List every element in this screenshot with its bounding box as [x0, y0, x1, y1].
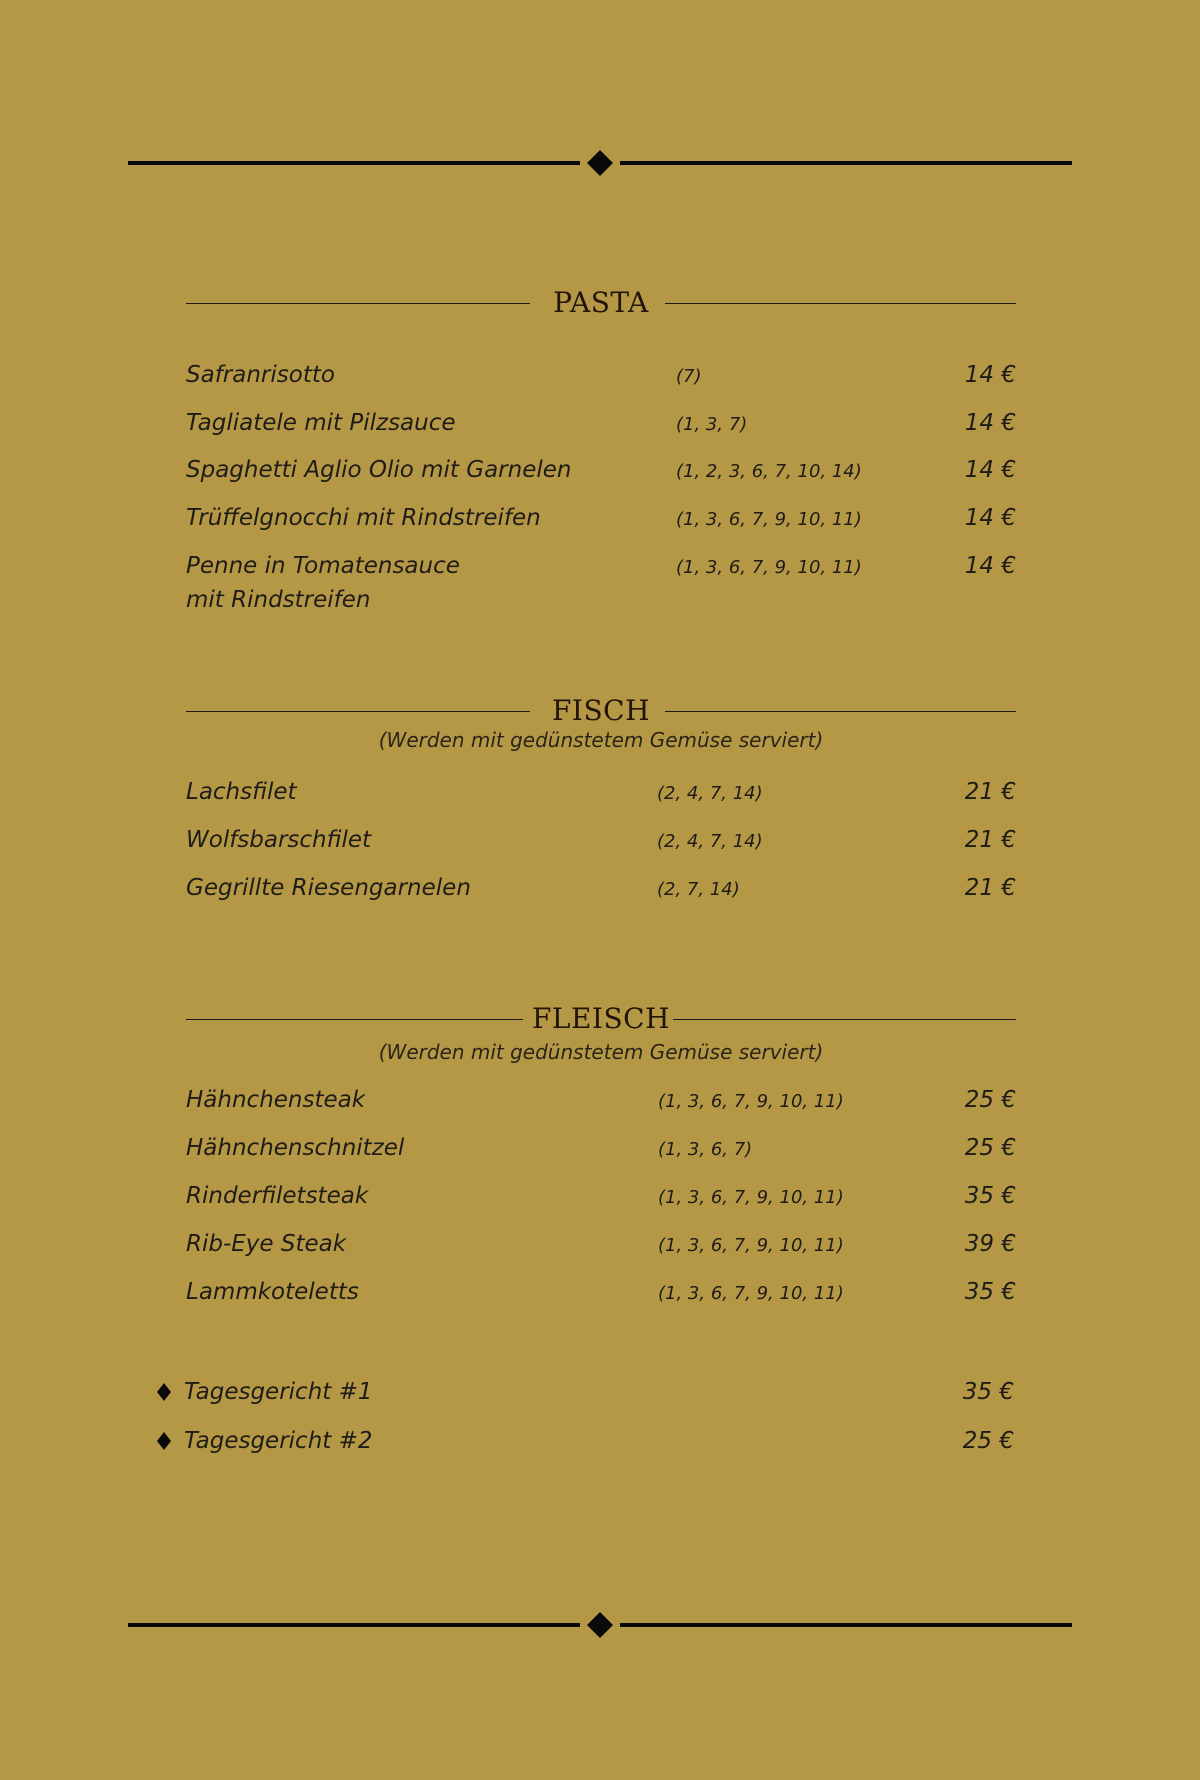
special-price: 25 €	[962, 1428, 1014, 1454]
menu-item	[186, 775, 1016, 809]
allergen-codes: (1, 3, 6, 7, 9, 10, 11)	[658, 1187, 844, 1208]
divider-line	[620, 1623, 1072, 1627]
fisch-heading	[186, 691, 1016, 731]
item-name: Tagliatele mit Pilzsauce	[186, 410, 456, 436]
allergen-codes: (2, 7, 14)	[657, 879, 740, 900]
divider-line	[128, 161, 580, 165]
diamond-icon	[587, 1612, 613, 1638]
item-name: Safranrisotto	[186, 362, 335, 388]
allergen-codes: (1, 3, 6, 7, 9, 10, 11)	[676, 509, 862, 530]
item-name: Lachsfilet	[186, 779, 297, 805]
menu-item	[186, 1131, 1016, 1165]
allergen-codes: (7)	[676, 366, 702, 387]
allergen-codes: (2, 4, 7, 14)	[657, 831, 763, 852]
divider-line	[620, 161, 1072, 165]
item-price: 14 €	[964, 505, 1016, 531]
item-name: Hähnchensteak	[186, 1087, 366, 1113]
special-price: 35 €	[962, 1379, 1014, 1405]
item-name-continued: mit Rindstreifen	[186, 587, 371, 613]
menu-item	[186, 1227, 1016, 1261]
special-name: Tagesgericht #1	[184, 1379, 373, 1405]
item-name: Rinderfiletsteak	[186, 1183, 369, 1209]
item-name: Trüffelgnocchi mit Rindstreifen	[186, 505, 541, 531]
allergen-codes: (1, 3, 6, 7)	[658, 1139, 753, 1160]
special-name: Tagesgericht #2	[184, 1428, 373, 1454]
diamond-bullet-icon	[156, 1431, 172, 1451]
menu-item	[186, 1083, 1016, 1117]
menu-item	[186, 358, 1016, 392]
divider-line	[128, 1623, 580, 1627]
menu-item	[186, 501, 1016, 535]
item-price: 21 €	[964, 779, 1016, 805]
item-price: 21 €	[964, 827, 1016, 853]
menu-item	[186, 406, 1016, 440]
menu-item	[186, 453, 1016, 487]
daily-special	[150, 1375, 1014, 1409]
section-title: FISCH	[551, 694, 650, 727]
top-ornament-divider	[128, 143, 1072, 183]
item-name: Wolfsbarschfilet	[186, 827, 372, 853]
menu-item	[186, 871, 1016, 905]
item-price: 35 €	[964, 1183, 1016, 1209]
item-name: Penne in Tomatensauce	[186, 553, 460, 579]
item-name: Hähnchenschnitzel	[186, 1135, 405, 1161]
menu-item	[186, 823, 1016, 857]
section-title: PASTA	[553, 286, 649, 319]
section-title: FLEISCH	[531, 1002, 671, 1035]
diamond-icon	[587, 150, 613, 176]
item-price: 39 €	[964, 1231, 1016, 1257]
allergen-codes: (1, 3, 6, 7, 9, 10, 11)	[658, 1283, 844, 1304]
bottom-ornament-divider	[128, 1605, 1072, 1645]
item-name: Gegrillte Riesengarnelen	[186, 875, 471, 901]
allergen-codes: (2, 4, 7, 14)	[657, 783, 763, 804]
allergen-codes: (1, 2, 3, 6, 7, 10, 14)	[676, 461, 862, 482]
item-name: Lammkoteletts	[186, 1279, 359, 1305]
item-price: 14 €	[964, 362, 1016, 388]
item-price: 14 €	[964, 553, 1016, 579]
item-price: 25 €	[964, 1087, 1016, 1113]
item-price: 25 €	[964, 1135, 1016, 1161]
item-name: Spaghetti Aglio Olio mit Garnelen	[186, 457, 572, 483]
fleisch-heading	[186, 999, 1016, 1039]
pasta-heading	[186, 283, 1016, 323]
allergen-codes: (1, 3, 6, 7, 9, 10, 11)	[658, 1091, 844, 1112]
item-price: 35 €	[964, 1279, 1016, 1305]
item-price: 14 €	[964, 410, 1016, 436]
menu-item	[186, 1275, 1016, 1309]
allergen-codes: (1, 3, 6, 7, 9, 10, 11)	[676, 557, 862, 578]
section-subtitle: (Werden mit gedünstetem Gemüse serviert)	[378, 1040, 824, 1064]
item-price: 21 €	[964, 875, 1016, 901]
menu-item	[186, 1179, 1016, 1213]
section-subtitle: (Werden mit gedünstetem Gemüse serviert)	[378, 728, 824, 752]
daily-special	[150, 1424, 1014, 1458]
allergen-codes: (1, 3, 6, 7, 9, 10, 11)	[658, 1235, 844, 1256]
item-price: 14 €	[964, 457, 1016, 483]
diamond-bullet-icon	[156, 1382, 172, 1402]
allergen-codes: (1, 3, 7)	[676, 414, 748, 435]
item-name: Rib-Eye Steak	[186, 1231, 347, 1257]
menu-item	[186, 549, 1016, 617]
